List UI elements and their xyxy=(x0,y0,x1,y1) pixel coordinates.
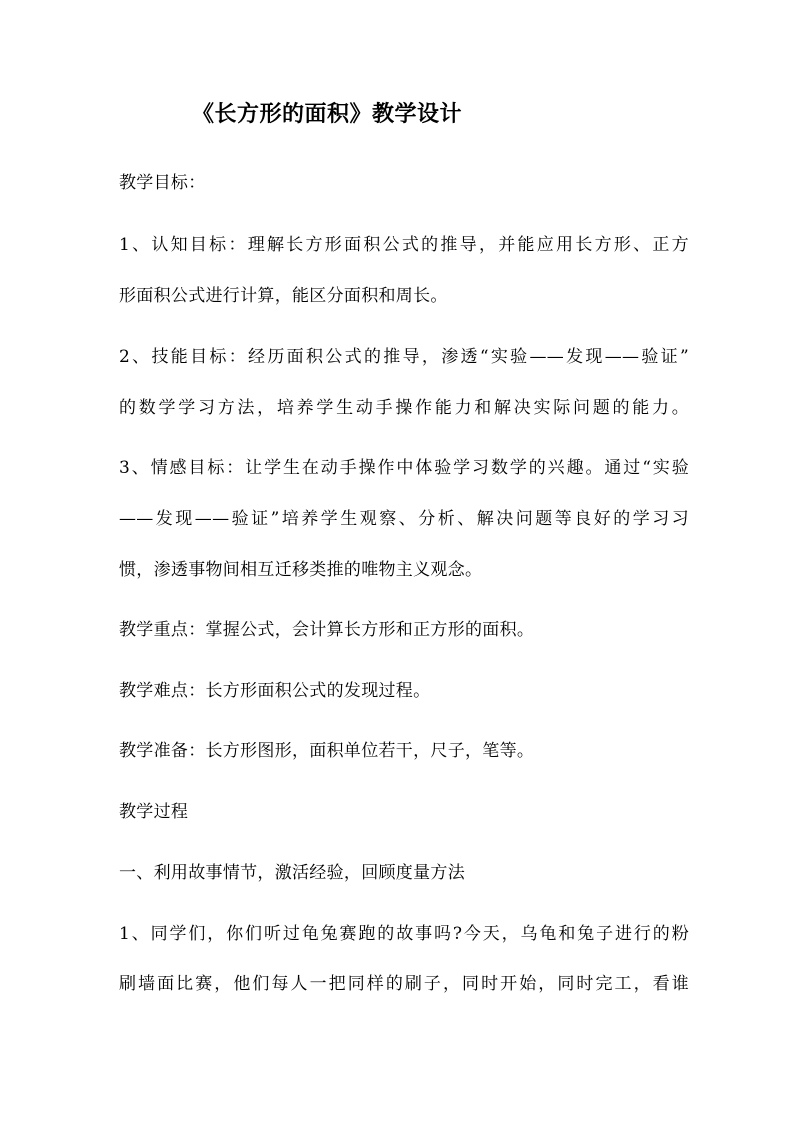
paragraph-line: 教学难点：长方形面积公式的发现过程。 xyxy=(119,681,431,701)
document-title: 《长方形的面积》教学设计 xyxy=(192,101,463,127)
paragraph-line: 教学准备：长方形图形，面积单位若干，尺子，笔等。 xyxy=(119,741,535,761)
section-label-objectives: 教学目标： xyxy=(119,173,206,193)
paragraph-line: 3、情感目标：让学生在动手操作中体验学习数学的兴趣。通过“实验 xyxy=(119,458,689,478)
paragraph-line: 教学重点：掌握公式，会计算长方形和正方形的面积。 xyxy=(119,620,535,640)
paragraph-line: ——发现——验证”培养学生观察、分析、解决问题等良好的学习习 xyxy=(119,509,689,529)
section-label-process: 教学过程 xyxy=(119,802,189,822)
paragraph-line: 形面积公式进行计算，能区分面积和周长。 xyxy=(119,286,448,306)
paragraph-line: 2、技能目标：经历面积公式的推导，渗透“实验——发现——验证” xyxy=(119,347,689,367)
paragraph-line: 1、认知目标：理解长方形面积公式的推导，并能应用长方形、正方 xyxy=(119,235,689,255)
paragraph-line: 惯，渗透事物间相互迁移类推的唯物主义观念。 xyxy=(119,560,483,580)
paragraph-line: 刷墙面比赛，他们每人一把同样的刷子，同时开始，同时完工，看谁 xyxy=(119,974,689,994)
paragraph-line: 的数学学习方法，培养学生动手操作能力和解决实际问题的能力。 xyxy=(119,398,689,418)
section-heading: 一、利用故事情节，激活经验，回顾度量方法 xyxy=(119,863,465,883)
paragraph-line: 1、同学们，你们听过龟兔赛跑的故事吗?今天，乌龟和兔子进行的粉 xyxy=(119,924,689,944)
